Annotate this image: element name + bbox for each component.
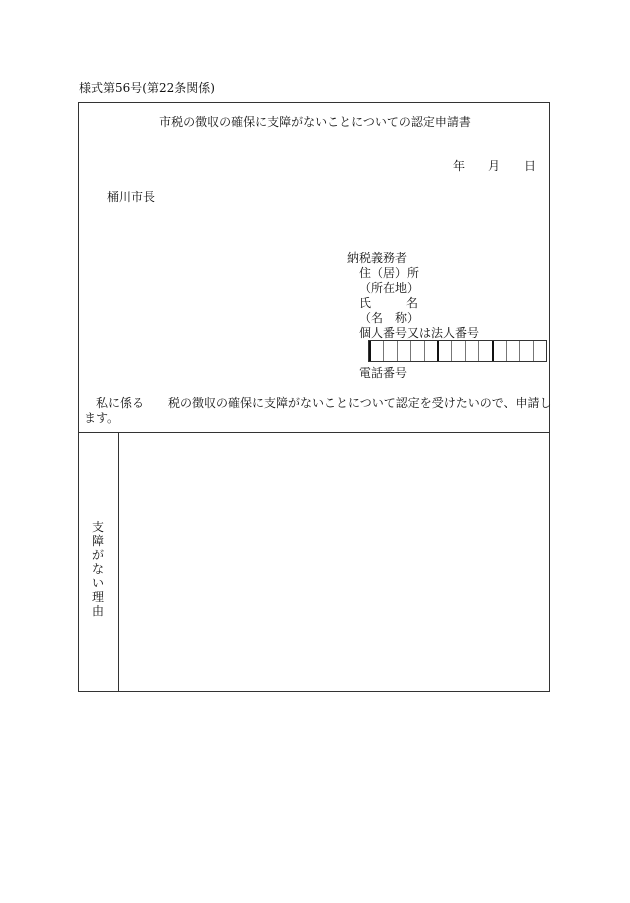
date-year: 年 [453,159,466,173]
taxpayer-role-label: 納税義務者 [347,251,408,265]
date-month: 月 [488,159,501,173]
date-day: 日 [524,159,537,173]
number-digit-cell[interactable] [369,341,383,361]
number-digit-cell[interactable] [492,341,506,361]
number-digit-cell[interactable] [478,341,491,361]
name-label-part2: 名 [406,296,419,310]
individual-corporate-number-field[interactable] [368,340,547,362]
reason-label: 支障がない理由 [91,520,104,618]
document-title: 市税の徴収の確保に支障がないことについての認定申請書 [159,115,471,129]
number-digit-cell[interactable] [410,341,423,361]
number-label: 個人番号又は法人番号 [359,326,480,340]
addressee: 桶川市長 [107,190,156,204]
declaration-part3: ます。 [84,411,120,425]
number-digit-cell[interactable] [519,341,532,361]
number-digit-cell[interactable] [533,341,546,361]
declaration-part2: 税の徴収の確保に支障がないことについて認定を受けたいので、申請し [168,396,552,410]
name-label-part1: 氏 [359,296,372,310]
declaration-part1: 私に係る [96,396,145,410]
number-digit-cell[interactable] [506,341,519,361]
corporate-name-label: （名 称） [359,311,420,325]
phone-label: 電話番号 [359,366,408,380]
number-digit-cell[interactable] [437,341,451,361]
address-label: 住（居）所 [359,266,420,280]
number-digit-cell[interactable] [397,341,410,361]
location-label: （所在地） [359,281,420,295]
number-digit-cell[interactable] [424,341,437,361]
number-digit-cell[interactable] [383,341,396,361]
reason-input-area[interactable] [119,433,549,691]
form-number: 様式第56号(第22条関係) [79,81,215,95]
number-digit-cell[interactable] [465,341,478,361]
number-digit-cell[interactable] [451,341,464,361]
